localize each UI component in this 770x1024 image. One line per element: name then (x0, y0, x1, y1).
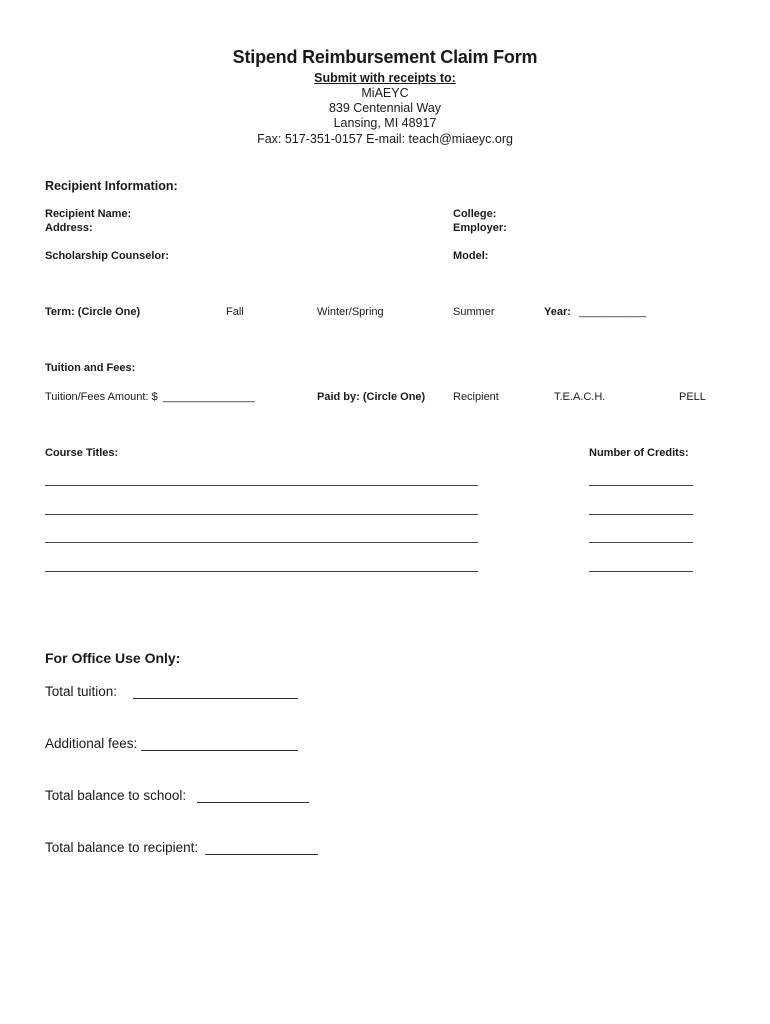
course-title-line[interactable] (45, 571, 478, 572)
credits-label: Number of Credits: (589, 447, 689, 459)
balance-school-label: Total balance to school: (45, 788, 187, 803)
tuition-heading: Tuition and Fees: (45, 362, 136, 374)
paid-by-label: Paid by: (Circle One) (317, 391, 426, 403)
term-option-winter-spring[interactable]: Winter/Spring (317, 306, 384, 318)
credits-line[interactable] (589, 542, 693, 543)
org-street: 839 Centennial Way (328, 101, 442, 115)
office-use-heading: For Office Use Only: (45, 650, 181, 666)
total-tuition-field[interactable] (133, 698, 298, 699)
balance-recipient-field[interactable] (205, 854, 318, 855)
additional-fees-label: Additional fees: (45, 736, 138, 751)
year-label: Year: (544, 306, 571, 318)
year-field[interactable]: ___________ (579, 306, 647, 318)
credits-line[interactable] (589, 485, 693, 486)
balance-school-field[interactable] (197, 802, 309, 803)
address-label: Address: (45, 222, 93, 234)
course-titles-label: Course Titles: (45, 447, 119, 459)
credits-line[interactable] (589, 514, 693, 515)
course-title-line[interactable] (45, 485, 478, 486)
paid-by-option-teach[interactable]: T.E.A.C.H. (554, 391, 606, 403)
additional-fees-field[interactable] (141, 750, 298, 751)
term-option-fall[interactable]: Fall (226, 306, 244, 318)
balance-recipient-label: Total balance to recipient: (45, 840, 199, 855)
course-title-line[interactable] (45, 514, 478, 515)
recipient-heading: Recipient Information: (45, 179, 178, 193)
submit-instructions: Submit with receipts to: (314, 71, 456, 85)
org-name: MiAEYC (361, 86, 409, 100)
counselor-label: Scholarship Counselor: (45, 250, 170, 262)
total-tuition-label: Total tuition: (45, 684, 118, 699)
employer-label: Employer: (453, 222, 507, 234)
term-option-summer[interactable]: Summer (453, 306, 495, 318)
form-title: Stipend Reimbursement Claim Form (232, 47, 538, 67)
tuition-amount-field[interactable]: _______________ (163, 391, 255, 403)
paid-by-option-pell[interactable]: PELL (679, 391, 706, 403)
paid-by-option-recipient[interactable]: Recipient (453, 391, 499, 403)
org-city: Lansing, MI 48917 (333, 116, 437, 130)
college-label: College: (453, 208, 497, 220)
course-title-line[interactable] (45, 542, 478, 543)
term-label: Term: (Circle One) (45, 306, 141, 318)
org-contact: Fax: 517-351-0157 E-mail: teach@miaeyc.org (257, 132, 513, 146)
tuition-amount-label: Tuition/Fees Amount: $ (45, 391, 158, 403)
model-label: Model: (453, 250, 489, 262)
credits-line[interactable] (589, 571, 693, 572)
recipient-name-label: Recipient Name: (45, 208, 132, 220)
